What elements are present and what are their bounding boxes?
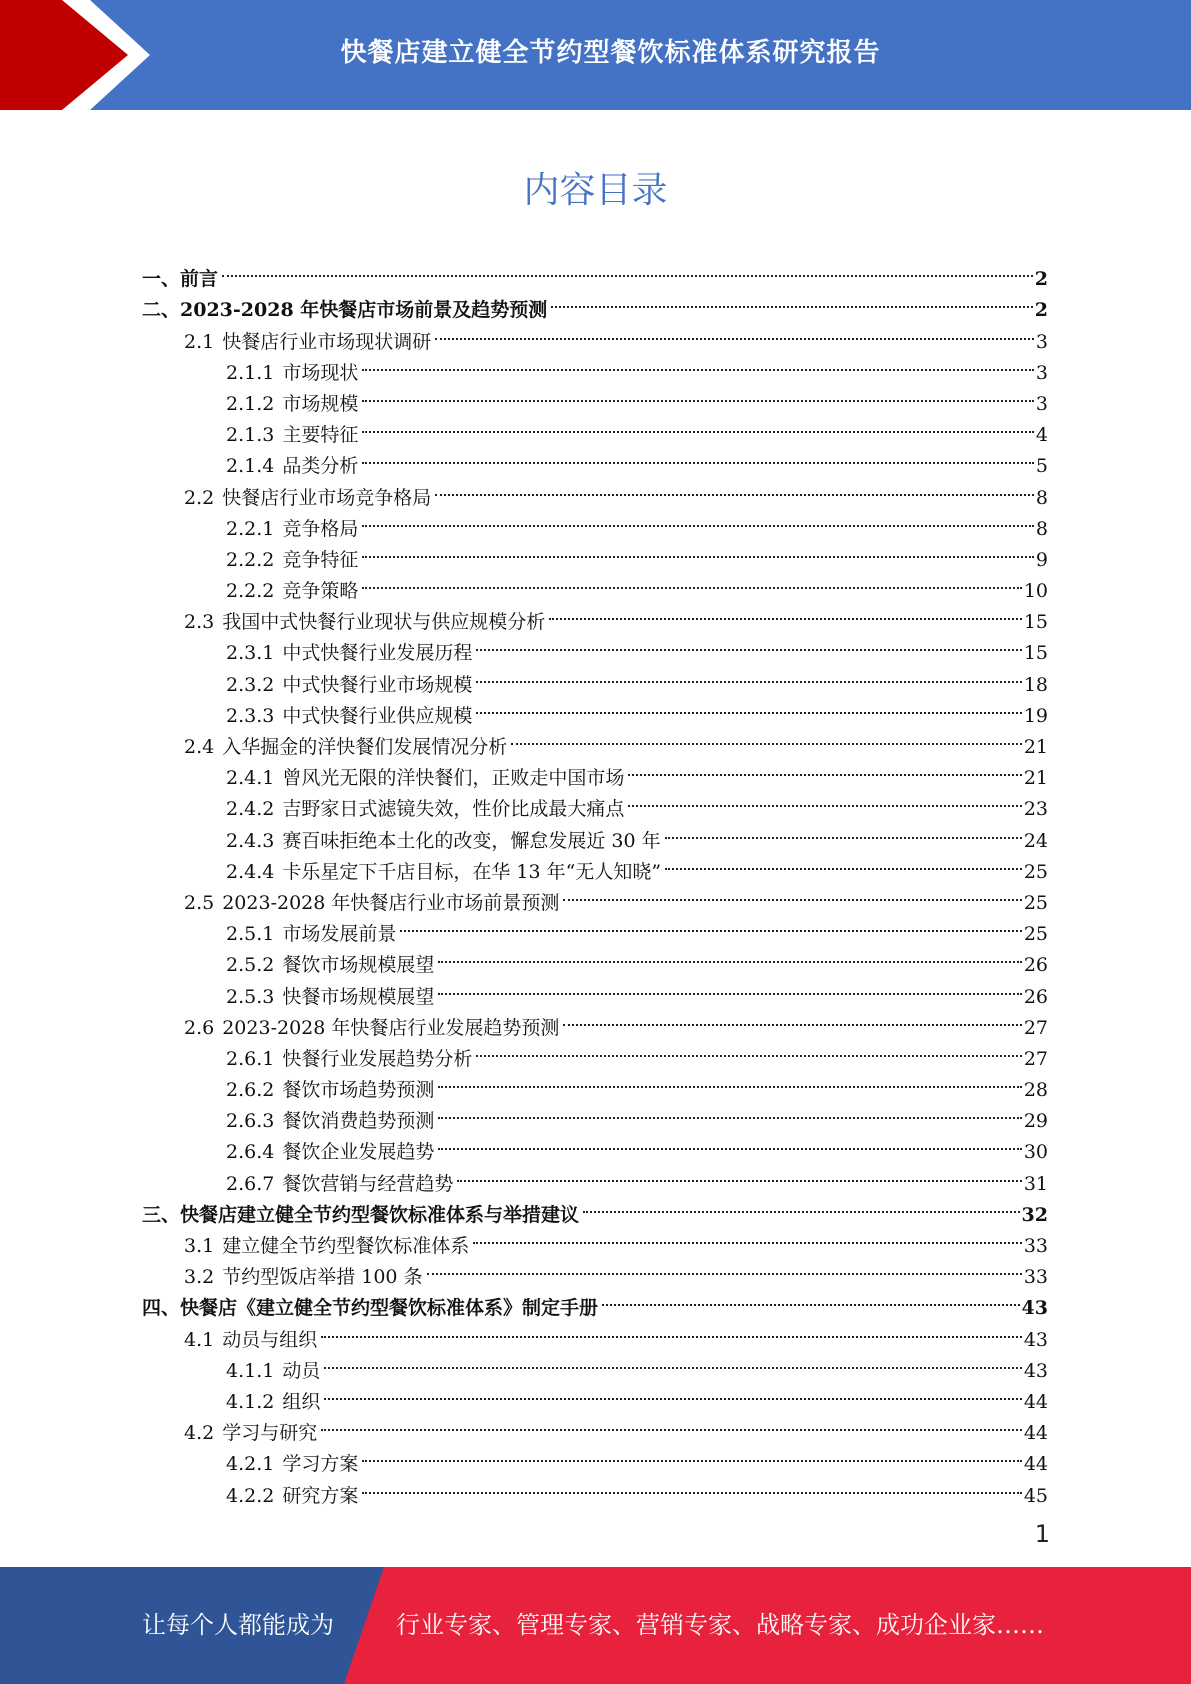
toc-dot-leader <box>561 1003 1021 1034</box>
toc-entry-title: 动员 <box>282 1359 321 1382</box>
toc-dot-leader <box>360 348 1034 379</box>
toc-entry-number: 4.2 <box>184 1422 215 1445</box>
toc-entry-title: 研究方案 <box>282 1484 359 1507</box>
toc-entry-number: 二、 <box>142 299 181 322</box>
toc-dot-leader <box>360 379 1034 410</box>
toc-entry-page: 44 <box>1023 1422 1048 1445</box>
toc-entry-title: 学习方案 <box>282 1453 359 1476</box>
toc-dot-leader <box>561 878 1021 909</box>
toc-dot-leader <box>626 784 1021 815</box>
toc-entry-title: 竞争特征 <box>282 548 359 571</box>
toc-entry-page: 25 <box>1023 923 1048 946</box>
toc-entry-number: 2.6 <box>184 1016 215 1039</box>
toc-entry-title: 组织 <box>282 1390 321 1413</box>
toc-entry-page: 26 <box>1023 985 1048 1008</box>
toc-entry-number: 2.2.2 <box>226 580 275 603</box>
toc-entry[interactable] <box>142 535 1048 571</box>
toc-entry-number: 2.2.1 <box>226 517 275 540</box>
toc-entry-number: 2.6.3 <box>226 1110 275 1133</box>
toc-entry-number: 2.4.2 <box>226 798 275 821</box>
toc-dot-leader <box>474 659 1021 690</box>
toc-entry-number: 2.5 <box>184 891 215 914</box>
toc-entry-number: 2.3.2 <box>226 673 275 696</box>
toc-dot-leader <box>547 597 1022 628</box>
toc-entry-number: 2.3.3 <box>226 704 275 727</box>
toc-entry-title: 快餐店行业市场现状调研 <box>222 330 432 353</box>
toc-entry[interactable] <box>142 1190 1048 1226</box>
toc-entry-title: 竞争策略 <box>282 580 359 603</box>
toc-entry-title: 中式快餐行业供应规模 <box>282 704 473 727</box>
toc-dot-leader <box>360 441 1034 472</box>
toc-entry[interactable] <box>142 1408 1048 1445</box>
toc-dot-leader <box>436 940 1021 971</box>
footer-slogan-right: 行业专家、管理专家、营销专家、战略专家、成功企业家…… <box>396 1611 1044 1639</box>
toc-entry-page: 3 <box>1035 330 1048 353</box>
toc-entry-page: 27 <box>1023 1016 1048 1039</box>
toc-entry[interactable] <box>142 971 1048 1008</box>
toc-entry-page: 5 <box>1035 455 1048 478</box>
toc-dot-leader <box>436 971 1021 1002</box>
toc-dot-leader <box>626 753 1021 784</box>
toc-entry[interactable] <box>142 441 1048 478</box>
toc-dot-leader <box>322 1346 1021 1377</box>
toc-entry-page: 3 <box>1035 392 1048 415</box>
toc-entry-page: 45 <box>1023 1484 1048 1507</box>
toc-entry-title: 市场现状 <box>282 361 359 384</box>
toc-entry-page: 33 <box>1023 1235 1048 1257</box>
toc-entry-page: 33 <box>1023 1266 1048 1289</box>
toc-entry-page: 8 <box>1035 486 1048 509</box>
toc-dot-leader <box>436 1065 1021 1096</box>
toc-entry-page: 30 <box>1023 1141 1048 1164</box>
footer-slogan-left: 让每个人都能成为 <box>142 1611 334 1639</box>
table-of-contents <box>142 254 1048 1507</box>
toc-entry-page: 15 <box>1023 611 1048 634</box>
toc-entry-page: 29 <box>1023 1110 1048 1133</box>
toc-entry-page: 19 <box>1023 704 1048 727</box>
toc-dot-leader <box>436 1127 1021 1158</box>
toc-entry-title: 学习与研究 <box>222 1422 318 1445</box>
toc-entry[interactable] <box>142 722 1048 758</box>
toc-entry-page: 32 <box>1021 1203 1048 1226</box>
toc-entry-title: 快餐市场规模展望 <box>282 985 435 1008</box>
toc-dot-leader <box>398 909 1021 940</box>
toc-dot-leader <box>455 1158 1021 1189</box>
toc-entry-number: 4.2.2 <box>226 1484 275 1507</box>
toc-entry-number: 2.6.1 <box>226 1047 275 1070</box>
toc-entry-title: 快餐店行业市场竞争格局 <box>222 486 432 509</box>
toc-entry[interactable] <box>142 1470 1048 1507</box>
toc-entry-page: 25 <box>1023 860 1048 883</box>
toc-entry[interactable] <box>142 659 1048 696</box>
toc-entry-number: 2.3 <box>184 611 215 634</box>
toc-entry-number: 2.1.3 <box>226 424 275 447</box>
toc-dot-leader <box>474 691 1021 722</box>
toc-entry-number: 2.1.2 <box>226 392 275 415</box>
toc-entry-page: 44 <box>1023 1453 1048 1476</box>
toc-entry-number: 4.1.1 <box>226 1359 275 1382</box>
toc-entry-number: 3.1 <box>184 1235 215 1257</box>
toc-entry-title: 市场规模 <box>282 392 359 415</box>
footer-banner <box>0 1567 1191 1684</box>
toc-dot-leader <box>663 847 1022 878</box>
toc-entry[interactable] <box>142 691 1048 727</box>
toc-entry[interactable] <box>142 878 1048 914</box>
toc-dot-leader <box>319 1314 1022 1345</box>
toc-entry-title: 动员与组织 <box>222 1328 318 1351</box>
toc-entry-page: 31 <box>1023 1172 1048 1195</box>
toc-entry-page: 4 <box>1035 424 1048 447</box>
toc-entry[interactable] <box>142 379 1048 415</box>
toc-entry[interactable] <box>142 1096 1048 1133</box>
toc-entry-title: 曾风光无限的洋快餐们，正败走中国市场 <box>282 767 625 790</box>
toc-dot-leader <box>220 254 1033 285</box>
toc-entry-page: 15 <box>1023 642 1048 665</box>
toc-entry-title: 卡乐星定下千店目标，在华 13 年“无人知晓” <box>282 860 662 883</box>
toc-dot-leader <box>322 1377 1021 1408</box>
toc-entry-number: 2.2 <box>184 486 215 509</box>
toc-entry-number: 四、 <box>142 1297 181 1320</box>
toc-entry-title: 前言 <box>180 268 219 291</box>
toc-dot-leader <box>471 1221 1022 1252</box>
toc-entry-number: 2.5.3 <box>226 985 275 1008</box>
toc-dot-leader <box>360 504 1034 535</box>
toc-entry-title: 餐饮企业发展趋势 <box>282 1141 435 1164</box>
toc-entry-page: 2 <box>1034 268 1048 291</box>
toc-entry-number: 2.5.1 <box>226 923 275 946</box>
toc-entry-page: 25 <box>1023 891 1048 914</box>
toc-entry-title: 主要特征 <box>282 424 359 447</box>
toc-entry-page: 28 <box>1023 1079 1048 1102</box>
toc-entry-title: 节约型饭店举措 100 条 <box>222 1266 423 1289</box>
toc-dot-leader <box>663 815 1022 846</box>
toc-entry-number: 3.2 <box>184 1266 215 1289</box>
toc-entry-title: 吉野家日式滤镜失效，性价比成最大痛点 <box>282 798 625 821</box>
toc-dot-leader <box>581 1190 1020 1221</box>
toc-entry-title: 2023-2028 年快餐店市场前景及趋势预测 <box>180 299 548 322</box>
toc-entry-number: 2.6.4 <box>226 1141 275 1164</box>
toc-entry-page: 18 <box>1023 673 1048 696</box>
toc-entry[interactable] <box>142 1377 1048 1413</box>
toc-dot-leader <box>360 1470 1021 1501</box>
toc-entry-number: 2.4.4 <box>226 860 275 883</box>
toc-entry-title: 赛百味拒绝本土化的改变，懈怠发展近 30 年 <box>282 829 661 852</box>
toc-entry-title: 餐饮市场趋势预测 <box>282 1079 435 1102</box>
toc-dot-leader <box>549 285 1032 316</box>
toc-entry-number: 2.2.2 <box>226 548 275 571</box>
toc-entry-title: 餐饮营销与经营趋势 <box>282 1172 454 1195</box>
toc-entry-number: 一、 <box>142 268 181 291</box>
toc-entry-number: 2.1.4 <box>226 455 275 478</box>
toc-dot-leader <box>433 316 1034 347</box>
toc-entry[interactable] <box>142 285 1048 322</box>
toc-entry-title: 市场发展前景 <box>282 923 397 946</box>
toc-dot-leader <box>319 1408 1022 1439</box>
toc-entry-page: 23 <box>1023 798 1048 821</box>
toc-entry-page: 8 <box>1035 517 1048 540</box>
toc-entry[interactable] <box>142 566 1048 603</box>
toc-entry-title: 我国中式快餐行业现状与供应规模分析 <box>222 611 546 634</box>
toc-dot-leader <box>360 566 1021 597</box>
toc-entry[interactable] <box>142 1065 1048 1102</box>
toc-entry-title: 餐饮消费趋势预测 <box>282 1110 435 1133</box>
toc-entry[interactable] <box>142 1003 1048 1039</box>
report-title: 快餐店建立健全节约型餐饮标准体系研究报告 <box>340 37 881 68</box>
toc-dot-leader <box>600 1283 1020 1314</box>
toc-entry-page: 43 <box>1023 1328 1048 1351</box>
toc-entry-title: 中式快餐行业市场规模 <box>282 673 473 696</box>
toc-entry-number: 4.2.1 <box>226 1453 275 1476</box>
toc-entry-number: 2.4 <box>184 736 215 758</box>
toc-entry-title: 2023-2028 年快餐店行业市场前景预测 <box>222 891 560 914</box>
toc-entry[interactable] <box>142 410 1048 447</box>
page-number: 1 <box>1034 1520 1050 1548</box>
toc-entry-number: 2.3.1 <box>226 642 275 665</box>
toc-dot-leader <box>509 722 1022 753</box>
toc-entry-number: 2.4.3 <box>226 829 275 852</box>
toc-entry-page: 43 <box>1023 1359 1048 1382</box>
toc-entry-number: 2.6.2 <box>226 1079 275 1102</box>
toc-entry-title: 餐饮市场规模展望 <box>282 954 435 977</box>
toc-entry-page: 21 <box>1023 767 1048 790</box>
toc-entry-page: 26 <box>1023 954 1048 977</box>
toc-entry-page: 9 <box>1035 548 1048 571</box>
toc-entry[interactable] <box>142 1127 1048 1164</box>
toc-entry-page: 3 <box>1035 361 1048 384</box>
toc-entry-number: 2.1 <box>184 330 215 353</box>
toc-dot-leader <box>433 472 1034 503</box>
toc-entry-number: 2.4.1 <box>226 767 275 790</box>
toc-entry-title: 快餐行业发展趋势分析 <box>282 1047 473 1070</box>
toc-entry-number: 2.1.1 <box>226 361 275 384</box>
toc-entry-number: 2.5.2 <box>226 954 275 977</box>
toc-entry-page: 2 <box>1034 299 1048 322</box>
toc-entry-page: 24 <box>1023 829 1048 852</box>
toc-entry-page: 21 <box>1023 736 1048 758</box>
toc-entry-number: 4.1 <box>184 1328 215 1351</box>
toc-entry-title: 2023-2028 年快餐店行业发展趋势预测 <box>222 1016 560 1039</box>
toc-entry[interactable] <box>142 940 1048 977</box>
toc-entry[interactable] <box>142 472 1048 509</box>
toc-entry-page: 44 <box>1023 1390 1048 1413</box>
toc-entry-title: 建立健全节约型餐饮标准体系 <box>222 1235 470 1257</box>
toc-entry-title: 品类分析 <box>282 455 359 478</box>
toc-heading: 内容目录 <box>523 170 668 211</box>
toc-entry-title: 竞争格局 <box>282 517 359 540</box>
toc-dot-leader <box>360 535 1034 566</box>
toc-dot-leader <box>425 1252 1022 1283</box>
toc-entry-page: 43 <box>1021 1297 1048 1320</box>
toc-dot-leader <box>436 1096 1021 1127</box>
header-banner <box>0 0 1191 110</box>
toc-entry-page: 10 <box>1023 580 1048 603</box>
toc-entry-title: 中式快餐行业发展历程 <box>282 642 473 665</box>
toc-entry[interactable] <box>142 254 1048 291</box>
toc-dot-leader <box>360 1439 1021 1470</box>
toc-dot-leader <box>360 410 1034 441</box>
toc-dot-leader <box>474 628 1021 659</box>
toc-entry[interactable] <box>142 597 1048 634</box>
toc-entry-number: 三、 <box>142 1203 181 1226</box>
toc-entry-title: 快餐店建立健全节约型餐饮标准体系与举措建议 <box>180 1203 580 1226</box>
toc-dot-leader <box>474 1034 1021 1065</box>
toc-entry-number: 2.6.7 <box>226 1172 275 1195</box>
toc-entry-title: 快餐店《建立健全节约型餐饮标准体系》制定手册 <box>180 1297 599 1320</box>
toc-entry[interactable] <box>142 1158 1048 1195</box>
toc-entry-title: 入华掘金的洋快餐们发展情况分析 <box>222 736 508 758</box>
toc-entry-page: 27 <box>1023 1047 1048 1070</box>
toc-entry-number: 4.1.2 <box>226 1390 275 1413</box>
